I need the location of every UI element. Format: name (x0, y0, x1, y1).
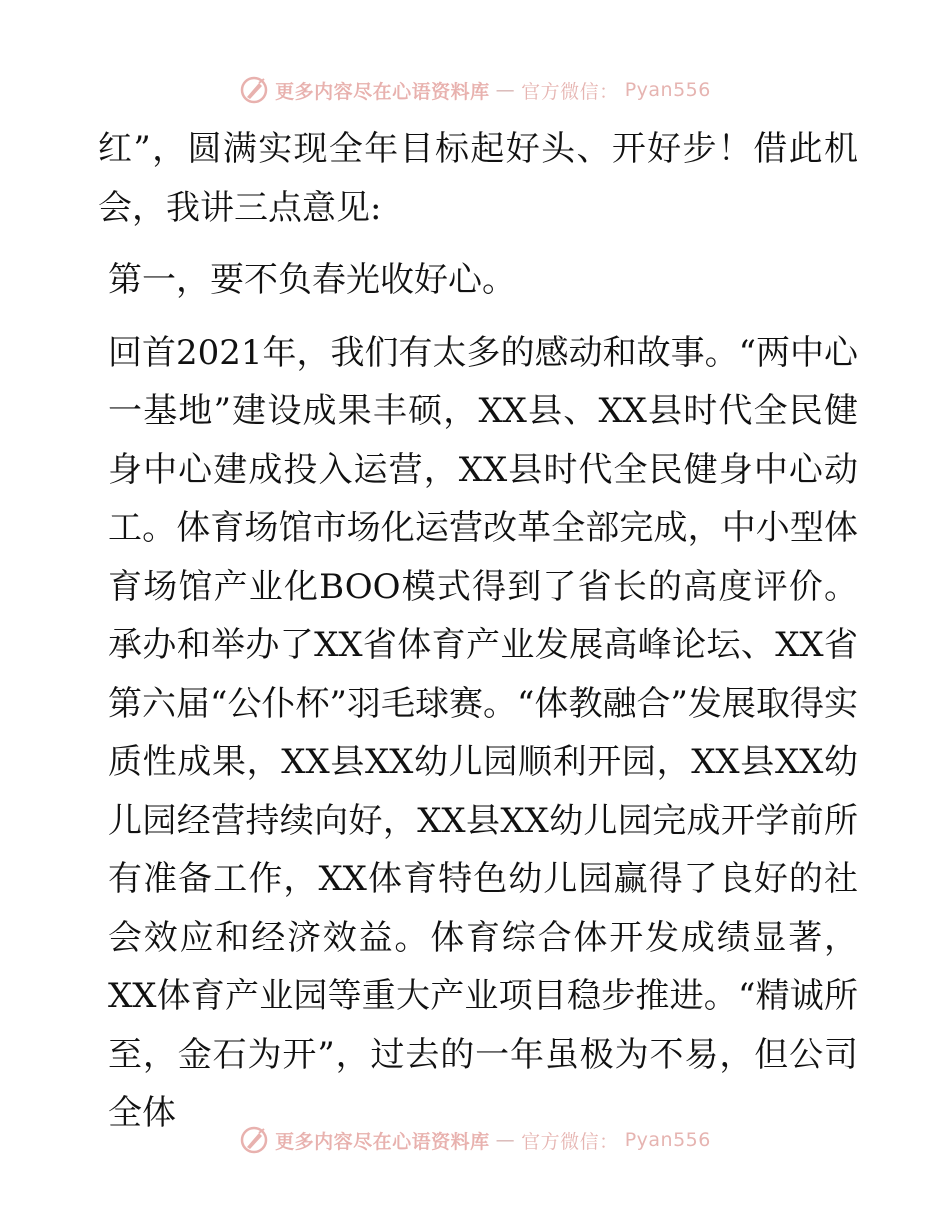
watermark-text: 更多内容尽在心语资料库 (275, 80, 490, 103)
watermark-wechat-id: Pyan556 (624, 79, 711, 101)
footer-watermark (0, 1120, 950, 1160)
watermark-wechat-label: 官方微信： (521, 80, 619, 103)
watermark-dash: — (495, 79, 516, 101)
header-watermark (0, 70, 950, 110)
watermark-wechat-label: 官方微信： (521, 1130, 619, 1153)
paragraph-intro: 红”，圆满实现全年目标起好头、开好步！借此机会，我讲三点意见: (98, 129, 858, 228)
paragraph-heading-first: 第一，要不负春光收好心。 (108, 260, 516, 300)
watermark-dash: — (495, 1129, 516, 1151)
document-body (98, 120, 858, 1143)
quill-logo-icon (239, 1125, 269, 1155)
watermark-text: 更多内容尽在心语资料库 (275, 1130, 490, 1153)
quill-logo-icon (239, 75, 269, 105)
paragraph-review: 回首2021年，我们有太多的感动和故事。“两中心一基地”建设成果丰硕，XX县、XX县时代全民健身中心建成投入运营，XX县时代全民健身中心动工。体育场馆市场化运营改革全部完成，中小型体育场馆产业化BOO模式得到了省长的高度评价。承办和举办了XX省体育产业发展高峰论坛、XX省第六届“公仆杯”羽毛球赛。“体教融合”发展取得实质性成果，XX县XX幼儿园顺利开园，XX县XX幼儿园经营持续向好，XX县XX幼儿园完成开学前所有准备工作，XX体育特色幼儿园赢得了良好的社会效应和经济效益。体育综合体开发成绩显著，XX体育产业园等重大产业项目稳步推进。“精诚所至，金石为开”，过去的一年虽极为不易，但公司全体 (108, 332, 858, 1133)
watermark-wechat-id: Pyan556 (624, 1129, 711, 1151)
